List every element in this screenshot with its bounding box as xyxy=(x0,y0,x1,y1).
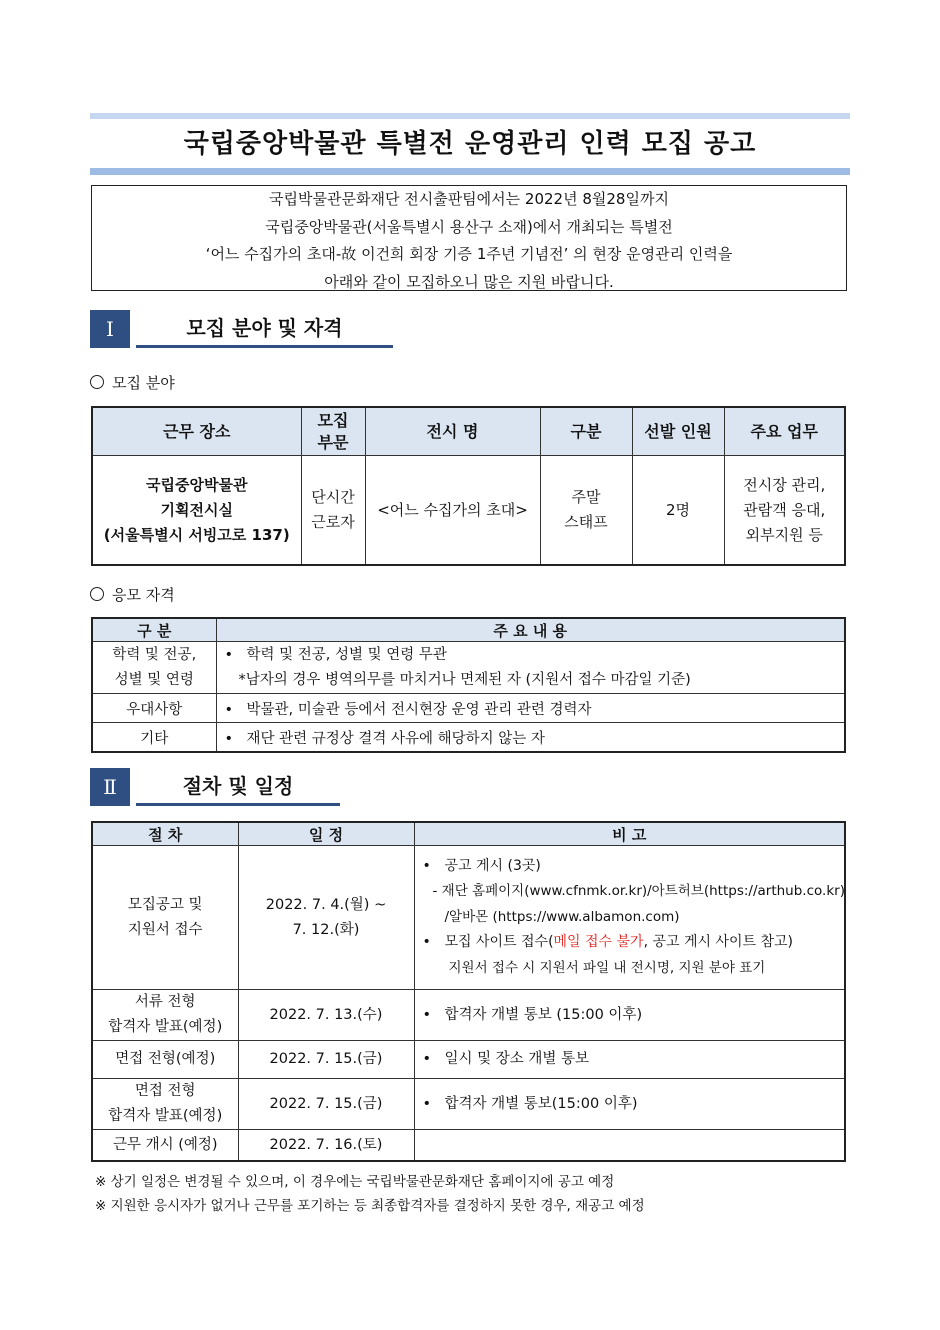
section-label: 절차 및 일정 xyxy=(136,768,340,806)
step-line: 합격자 발표(예정) xyxy=(108,1108,223,1124)
date-line: 7. 12.(화) xyxy=(292,921,360,938)
table-header-row xyxy=(92,822,845,846)
table-row xyxy=(92,1079,845,1130)
section-number: Ⅱ xyxy=(90,768,130,806)
bullet-text: 합격자 개별 통보 (15:00 이후) xyxy=(444,1006,643,1023)
col-header: 일 정 xyxy=(238,822,414,846)
bullet-line xyxy=(225,643,845,668)
bullet-icon: • xyxy=(422,1095,432,1112)
type-line: 스태프 xyxy=(564,513,608,531)
duty-line: 외부지원 등 xyxy=(745,525,823,544)
bullet-icon: • xyxy=(422,934,431,951)
schedule-table xyxy=(91,821,846,1162)
intro-line: ‘어느 수집가의 초대-故 이건희 회장 기증 1주년 기념전’ 의 현장 운영관리 인력을 xyxy=(205,245,733,263)
section-number: Ⅰ xyxy=(90,310,130,348)
bullet-icon: • xyxy=(422,857,431,874)
table-row xyxy=(92,694,845,723)
table-row xyxy=(92,723,845,753)
warning-text: 메일 접수 불가 xyxy=(553,934,644,951)
division-line: 단시간 xyxy=(311,488,355,506)
bullet-text: 박물관, 미술관 등에서 전시현장 운영 관리 관련 경력자 xyxy=(246,701,592,718)
table-row xyxy=(92,642,845,694)
recruit-table xyxy=(91,406,846,566)
duty-line: 전시장 관리, xyxy=(743,475,826,494)
intro-line: 국립박물관문화재단 전시출판팀에서는 2022년 8월28일까지 xyxy=(269,190,669,208)
bullet-icon: • xyxy=(224,646,234,663)
bullet-line xyxy=(423,930,845,956)
duties-cell xyxy=(724,456,845,566)
step-cell xyxy=(92,1079,238,1130)
type-cell xyxy=(540,456,632,566)
note-cell xyxy=(414,846,845,990)
table-header-row xyxy=(92,407,845,456)
footnote: ※ 상기 일정은 변경될 수 있으며, 이 경우에는 국립박물관문화재단 홈페이지에 공고 예정 xyxy=(95,1174,615,1190)
sub-line: 지원서 접수 시 지원서 파일 내 전시명, 지원 분야 표기 xyxy=(448,959,766,976)
category-cell: 우대사항 xyxy=(92,694,216,723)
date-cell xyxy=(238,846,414,990)
category-cell: 기타 xyxy=(92,723,216,753)
col-header: 전시 명 xyxy=(365,407,540,456)
section-label: 모집 분야 및 자격 xyxy=(136,310,393,348)
col-header: 주 요 내 용 xyxy=(216,618,845,642)
qual-heading xyxy=(90,584,175,605)
place-line: 국립중앙박물관 xyxy=(146,475,248,494)
content-cell xyxy=(216,723,845,753)
table-row xyxy=(92,1130,845,1162)
duty-line: 관람객 응대, xyxy=(743,500,826,519)
intro-box xyxy=(91,185,847,291)
col-header: 선발 인원 xyxy=(632,407,724,456)
bullet-icon: • xyxy=(422,1006,432,1023)
table-row xyxy=(92,846,845,990)
place-cell xyxy=(92,456,301,566)
col-header: 비 고 xyxy=(414,822,845,846)
bullet-text: 합격자 개별 통보(15:00 이후) xyxy=(444,1095,638,1112)
col-header: 구 분 xyxy=(92,618,216,642)
step-cell xyxy=(92,846,238,990)
step-line: 면접 전형 xyxy=(134,1083,196,1099)
step-cell xyxy=(92,990,238,1041)
intro-line: 국립중앙박물관(서울특별시 용산구 소재)에서 개최되는 특별전 xyxy=(265,217,673,236)
sub-line: *남자의 경우 병역의무를 마치거나 면제된 자 (지원서 접수 마감일 기준) xyxy=(238,671,691,688)
content-cell xyxy=(216,694,845,723)
col-header-text: 모집 부문 xyxy=(317,410,349,452)
type-line: 주말 xyxy=(571,488,601,506)
field-heading xyxy=(90,372,175,393)
qualification-table xyxy=(91,617,846,753)
footnote: ※ 지원한 응시자가 없거나 근무를 포기하는 등 최종합격자를 결정하지 못한 경우, 재공고 예정 xyxy=(95,1198,645,1214)
circle-bullet-icon xyxy=(90,587,104,601)
category-cell xyxy=(92,642,216,694)
bullet-text: , 공고 게시 사이트 참고) xyxy=(643,934,794,951)
note-cell xyxy=(414,1130,845,1162)
table-row xyxy=(92,456,845,566)
step-line: 모집공고 및 xyxy=(127,896,203,913)
bullet-text: 모집 사이트 접수( xyxy=(444,934,554,951)
table-row xyxy=(92,1041,845,1079)
note-cell xyxy=(414,1041,845,1079)
intro-line: 아래와 같이 모집하오니 많은 지원 바랍니다. xyxy=(324,272,614,291)
place-line: (서울특별시 서빙고로 137) xyxy=(103,525,290,544)
note-cell xyxy=(414,1079,845,1130)
col-header xyxy=(301,407,365,456)
title-bar-bottom xyxy=(90,168,850,175)
step-line: 서류 전형 xyxy=(134,994,196,1010)
step-line: 지원서 접수 xyxy=(127,921,203,938)
sub-line: /알바몬 (https://www.albamon.com) xyxy=(444,908,680,925)
col-header: 근무 장소 xyxy=(92,407,301,456)
step-line: 합격자 발표(예정) xyxy=(108,1019,223,1035)
title-bar-top xyxy=(90,113,850,119)
date-cell: 2022. 7. 16.(토) xyxy=(238,1130,414,1162)
division-line: 근로자 xyxy=(311,513,355,531)
table-header-row xyxy=(92,618,845,642)
bullet-icon: • xyxy=(422,1051,432,1067)
page-title: 국립중앙박물관 특별전 운영관리 인력 모집 공고 xyxy=(183,129,757,159)
field-heading-text: 모집 분야 xyxy=(112,374,175,392)
bullet-text: 학력 및 전공, 성별 및 연령 무관 xyxy=(246,646,447,663)
place-line: 기획전시실 xyxy=(160,500,233,519)
col-header: 절 차 xyxy=(92,822,238,846)
title-band xyxy=(90,113,850,175)
circle-bullet-icon xyxy=(90,375,104,389)
count-cell: 2명 xyxy=(632,456,724,566)
bullet-icon: • xyxy=(224,730,234,747)
step-cell: 면접 전형(예정) xyxy=(92,1041,238,1079)
bullet-line xyxy=(423,854,845,880)
col-header: 주요 업무 xyxy=(724,407,845,456)
date-cell: 2022. 7. 15.(금) xyxy=(238,1079,414,1130)
content-cell xyxy=(216,642,845,694)
table-row xyxy=(92,990,845,1041)
bullet-icon: • xyxy=(224,701,234,718)
bullet-text: 재단 관련 규정상 결격 사유에 해당하지 않는 자 xyxy=(246,730,545,747)
division-cell xyxy=(301,456,365,566)
bullet-text: 일시 및 장소 개별 통보 xyxy=(444,1051,589,1067)
bullet-text: 공고 게시 (3곳) xyxy=(444,857,541,874)
category-line: 성별 및 연령 xyxy=(114,671,194,688)
category-line: 학력 및 전공, xyxy=(112,646,197,663)
col-header: 구분 xyxy=(540,407,632,456)
exhibition-cell: <어느 수집가의 초대> xyxy=(365,456,540,566)
date-cell: 2022. 7. 15.(금) xyxy=(238,1041,414,1079)
qual-heading-text: 응모 자격 xyxy=(112,586,175,604)
date-line: 2022. 7. 4.(월) ~ xyxy=(265,896,387,913)
step-cell: 근무 개시 (예정) xyxy=(92,1130,238,1162)
sub-line: - 재단 홈페이지(www.cfnmk.or.kr)/아트허브(https://arthub.co.kr) xyxy=(432,883,845,900)
note-cell xyxy=(414,990,845,1041)
date-cell: 2022. 7. 13.(수) xyxy=(238,990,414,1041)
